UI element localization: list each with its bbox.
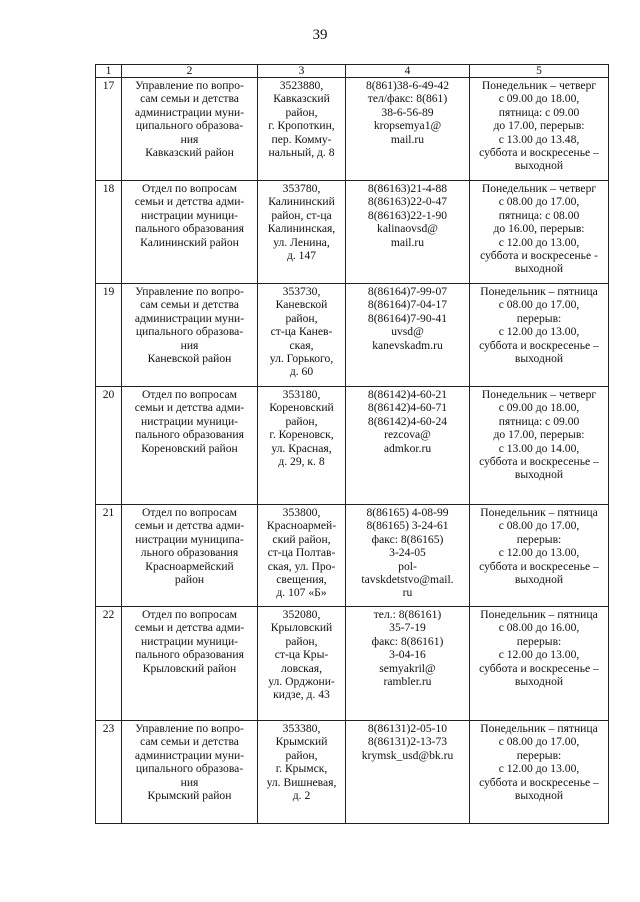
header-cell-name: 2 (122, 65, 258, 78)
cell-line: с 12.00 до 13.00, (498, 325, 580, 339)
address-cell (258, 387, 346, 505)
cell-line: факс: 8(86165) (371, 532, 444, 546)
address-cell (258, 505, 346, 607)
cell-line: ст-ца Канев- (270, 325, 333, 339)
cell-line: 38-6-56-89 (381, 105, 434, 119)
cell-line: перерыв: (516, 532, 562, 546)
cell-line: Крымский (275, 735, 328, 749)
cell-line: с 08.00 до 17.00, (498, 195, 580, 209)
contacts-cell (346, 284, 470, 387)
address-cell (258, 78, 346, 181)
cell-line: Калининская, (267, 222, 336, 236)
cell-line: перерыв: (516, 311, 562, 325)
cell-line: тел/факс: 8(861) (367, 92, 448, 106)
cell-line: 8(86164)7-90-41 (367, 311, 448, 325)
cell-line: 35-7-19 (389, 621, 426, 635)
cell-line: 3-04-16 (389, 648, 426, 662)
cell-line: kalinaovsd@ (377, 222, 438, 236)
cell-line: Красноармейский (145, 559, 234, 573)
cell-line: район, (285, 414, 318, 428)
cell-line: Кореновский район (141, 441, 238, 455)
cell-line: Крыловский район (142, 661, 237, 675)
cell-line: г. Кореновск, (269, 428, 334, 442)
cell-line: пятница: с 09.00 (498, 105, 580, 119)
cell-line: выходной (514, 262, 564, 276)
cell-line: ния (180, 775, 199, 789)
cell-line: 3523880, (279, 79, 324, 92)
cell-line: тел.: 8(86161) (373, 608, 442, 621)
cell-line: Калининский (268, 195, 335, 209)
cell-line: с 09.00 до 18.00, (498, 401, 580, 415)
cell-line: Управление по вопро- (135, 79, 244, 92)
cell-line: выходной (514, 159, 564, 173)
cell-line: факс: 8(86161) (371, 634, 444, 648)
cell-line: Понедельник – пятница (480, 722, 598, 735)
row-number-cell: 19 (96, 284, 122, 387)
name-cell (122, 607, 258, 721)
cell-line: 8(86163)21-4-88 (367, 182, 448, 195)
cell-line: администрации муни- (134, 748, 245, 762)
cell-line: до 17.00, перерыв: (493, 119, 585, 133)
cell-line: суббота и воскресенье – (479, 146, 599, 160)
cell-line: до 17.00, перерыв: (493, 428, 585, 442)
cell-line: с 12.00 до 13.00, (498, 546, 580, 560)
contacts-cell (346, 721, 470, 824)
cell-line: Понедельник – пятница (480, 608, 598, 621)
cell-line: семьи и детства адми- (134, 621, 245, 635)
cell-line: перерыв: (516, 748, 562, 762)
cell-line: 8(861)38-6-49-42 (365, 79, 450, 92)
cell-line: с 08.00 до 17.00, (498, 298, 580, 312)
table-row (96, 181, 609, 284)
cell-line: 8(86165) 4-08-99 (366, 506, 449, 519)
name-cell (122, 387, 258, 505)
hours-cell (470, 284, 609, 387)
cell-line: admkor.ru (383, 441, 432, 455)
cell-line: суббота и воскресенье – (479, 661, 599, 675)
cell-line: Калининский район (140, 235, 239, 249)
cell-line: выходной (514, 352, 564, 366)
cell-line: пального образования (135, 428, 244, 442)
cell-line: 8(86165) 3-24-61 (366, 519, 449, 533)
cell-line: mail.ru (390, 235, 425, 249)
cell-line: пального образования (135, 648, 244, 662)
table-row (96, 505, 609, 607)
table-row (96, 387, 609, 505)
cell-line: Отдел по вопросам (142, 506, 237, 519)
cell-line: 8(86164)7-99-07 (367, 285, 448, 298)
cell-line: kropsemya1@ (373, 119, 442, 133)
cell-line: rezcova@ (384, 428, 431, 442)
header-cell-contacts: 4 (346, 65, 470, 78)
cell-line: район, ст-ца (271, 208, 332, 222)
cell-line: 8(86142)4-60-24 (367, 414, 448, 428)
cell-line: семьи и детства адми- (134, 401, 245, 415)
cell-line: с 08.00 до 16.00, (498, 621, 580, 635)
contacts-cell (346, 78, 470, 181)
cell-line: Крыловский (270, 621, 333, 635)
cell-line: 8(86131)2-13-73 (367, 735, 448, 749)
header-cell-hours: 5 (470, 65, 609, 78)
hours-cell (470, 607, 609, 721)
row-number-cell: 18 (96, 181, 122, 284)
table-row (96, 607, 609, 721)
cell-line: выходной (514, 675, 564, 689)
cell-line: ская, (289, 338, 314, 352)
cell-line: 353780, (282, 182, 321, 195)
cell-line: Понедельник – четверг (481, 79, 597, 92)
cell-line: д. 60 (289, 365, 314, 379)
address-cell (258, 607, 346, 721)
address-cell (258, 181, 346, 284)
cell-line: нистрации муници- (140, 634, 239, 648)
cell-line: район, (285, 311, 318, 325)
cell-line: с 12.00 до 13.00, (498, 648, 580, 662)
cell-line: Кавказский (273, 92, 330, 106)
page-number: 39 (312, 27, 328, 43)
cell-line: выходной (514, 789, 564, 803)
cell-line: semyakril@ (379, 661, 436, 675)
cell-line: pol- (398, 559, 417, 573)
cell-line: kanevskadm.ru (372, 338, 443, 352)
cell-line: ст-ца Полтав- (267, 546, 336, 560)
cell-line: ская, ул. Про- (267, 559, 336, 573)
cell-line: нистрации муниципа- (135, 532, 244, 546)
hours-cell (470, 78, 609, 181)
cell-line: Красноармей- (266, 519, 337, 533)
cell-line: Понедельник – пятница (480, 285, 598, 298)
cell-line: Каневской район (147, 352, 232, 366)
contacts-cell (346, 505, 470, 607)
cell-line: нальный, д. 8 (268, 146, 335, 160)
contacts-cell (346, 181, 470, 284)
cell-line: пального образования (135, 222, 244, 236)
cell-line: выходной (514, 468, 564, 482)
cell-line: Понедельник – четверг (481, 182, 597, 195)
cell-line: 8(86163)22-0-47 (367, 195, 448, 209)
row-number-cell: 17 (96, 78, 122, 181)
cell-line: пер. Комму- (271, 132, 332, 146)
cell-line: 8(86142)4-60-71 (367, 401, 448, 415)
cell-line: ru (402, 586, 413, 600)
table-row (96, 78, 609, 181)
table-header-row (96, 65, 609, 78)
cell-line: ул. Вишневая, (266, 775, 337, 789)
cell-line: tavskdetstvo@mail. (361, 573, 454, 587)
row-number-cell: 23 (96, 721, 122, 824)
table-row (96, 721, 609, 824)
cell-line: 3-24-05 (389, 546, 426, 560)
offices-table (95, 64, 609, 824)
cell-line: г. Крымск, (275, 762, 328, 776)
cell-line: с 09.00 до 18.00, (498, 92, 580, 106)
cell-line: ципального образова- (135, 325, 244, 339)
cell-line: 8(86142)4-60-21 (367, 388, 448, 401)
cell-line: семьи и детства адми- (134, 519, 245, 533)
cell-line: Управление по вопро- (135, 285, 244, 298)
hours-cell (470, 387, 609, 505)
cell-line: 353380, (282, 722, 321, 735)
cell-line: 353730, (282, 285, 321, 298)
cell-line: ский район, (272, 532, 331, 546)
header-cell-number: 1 (96, 65, 122, 78)
cell-line: г. Кропоткин, (268, 119, 335, 133)
cell-line: выходной (514, 573, 564, 587)
cell-line: ул. Ленина, (273, 235, 330, 249)
cell-line: ул. Орджони- (268, 675, 335, 689)
table-row (96, 284, 609, 387)
cell-line: семьи и детства адми- (134, 195, 245, 209)
cell-line: с 12.00 до 13.00, (498, 762, 580, 776)
hours-cell (470, 505, 609, 607)
cell-line: 8(86163)22-1-90 (367, 208, 448, 222)
cell-line: Понедельник – пятница (480, 506, 598, 519)
cell-line: район, (285, 105, 318, 119)
cell-line: район (174, 573, 205, 587)
cell-line: льного образования (140, 546, 239, 560)
cell-line: mail.ru (390, 132, 425, 146)
cell-line: ловская, (281, 661, 322, 675)
cell-line: д. 29, к. 8 (278, 455, 325, 469)
cell-line: 353180, (282, 388, 321, 401)
cell-line: Отдел по вопросам (142, 182, 237, 195)
cell-line: нистрации муници- (140, 208, 239, 222)
cell-line: Кавказский район (145, 146, 234, 160)
cell-line: сам семьи и детства (140, 92, 239, 106)
address-cell (258, 721, 346, 824)
name-cell (122, 721, 258, 824)
cell-line: rambler.ru (383, 675, 432, 689)
name-cell (122, 505, 258, 607)
cell-line: Каневской (275, 298, 328, 312)
cell-line: суббота и воскресенье – (479, 559, 599, 573)
cell-line: до 16.00, перерыв: (493, 222, 585, 236)
cell-line: krymsk_usd@bk.ru (361, 748, 454, 762)
cell-line: администрации муни- (134, 311, 245, 325)
cell-line: суббота и воскресенье – (479, 338, 599, 352)
name-cell (122, 78, 258, 181)
cell-line: д. 107 «Б» (276, 586, 327, 600)
cell-line: с 13.00 до 13.48, (498, 132, 580, 146)
name-cell (122, 284, 258, 387)
cell-line: ния (180, 338, 199, 352)
cell-line: с 08.00 до 17.00, (498, 735, 580, 749)
header-cell-address: 3 (258, 65, 346, 78)
row-number-cell: 20 (96, 387, 122, 505)
cell-line: 352080, (282, 608, 321, 621)
cell-line: пятница: с 09.00 (498, 414, 580, 428)
cell-line: Понедельник – четверг (481, 388, 597, 401)
cell-line: перерыв: (516, 634, 562, 648)
cell-line: 8(86131)2-05-10 (367, 722, 448, 735)
cell-line: с 08.00 до 17.00, (498, 519, 580, 533)
name-cell (122, 181, 258, 284)
cell-line: uvsd@ (391, 325, 424, 339)
row-number-cell: 22 (96, 607, 122, 721)
hours-cell (470, 181, 609, 284)
cell-line: д. 147 (286, 249, 317, 263)
cell-line: ул. Горького, (269, 352, 334, 366)
cell-line: Отдел по вопросам (142, 608, 237, 621)
contacts-cell (346, 607, 470, 721)
contacts-cell (346, 387, 470, 505)
cell-line: ст-ца Кры- (274, 648, 329, 662)
cell-line: кидзе, д. 43 (273, 688, 330, 702)
cell-line: 353800, (282, 506, 321, 519)
cell-line: сам семьи и детства (140, 735, 239, 749)
hours-cell (470, 721, 609, 824)
cell-line: пятница: с 08.00 (498, 208, 580, 222)
cell-line: Крымский район (147, 789, 232, 803)
cell-line: район, (285, 748, 318, 762)
cell-line: нистрации муници- (140, 414, 239, 428)
cell-line: администрации муни- (134, 105, 245, 119)
cell-line: суббота и воскресенье – (479, 455, 599, 469)
cell-line: Кореновский (269, 401, 334, 415)
cell-line: Отдел по вопросам (142, 388, 237, 401)
address-cell (258, 284, 346, 387)
cell-line: ул. Красная, (271, 441, 332, 455)
cell-line: свещения, (276, 573, 327, 587)
cell-line: суббота и воскресенье - (480, 249, 598, 263)
cell-line: ципального образова- (135, 762, 244, 776)
cell-line: д. 2 (292, 789, 311, 803)
cell-line: с 13.00 до 14.00, (498, 441, 580, 455)
cell-line: Управление по вопро- (135, 722, 244, 735)
cell-line: с 12.00 до 13.00, (498, 235, 580, 249)
row-number-cell: 21 (96, 505, 122, 607)
cell-line: сам семьи и детства (140, 298, 239, 312)
cell-line: ния (180, 132, 199, 146)
cell-line: суббота и воскресенье – (479, 775, 599, 789)
cell-line: район, (285, 634, 318, 648)
cell-line: 8(86164)7-04-17 (367, 298, 448, 312)
cell-line: ципального образова- (135, 119, 244, 133)
